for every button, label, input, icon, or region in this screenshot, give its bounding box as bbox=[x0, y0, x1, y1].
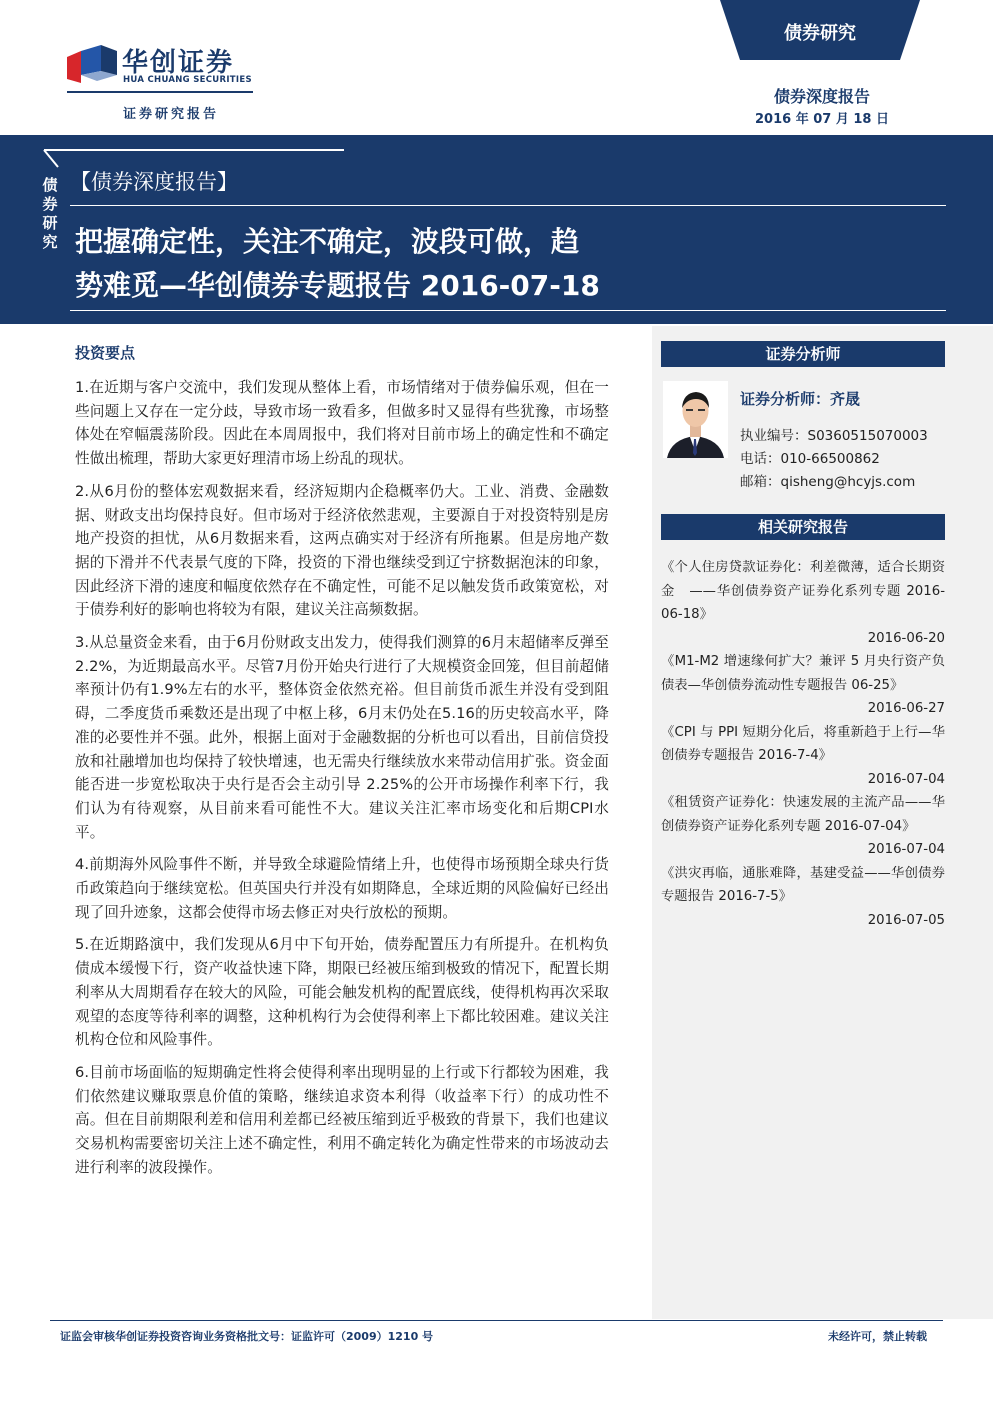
hua-chuang-logo-icon bbox=[67, 45, 117, 85]
banner-rule-bottom bbox=[70, 310, 946, 311]
logo-english-name: HUA CHUANG SECURITIES bbox=[123, 75, 252, 85]
banner-rule-middle bbox=[70, 205, 946, 206]
related-reports-header: 相关研究报告 bbox=[661, 514, 945, 540]
related-report-title: 《租赁资产证券化：快速发展的主流产品——华创债券资产证券化系列专题 2016-07-04》 bbox=[661, 795, 945, 834]
logo-subtitle: 证券研究报告 bbox=[123, 107, 220, 122]
analyst-license: 执业编号：S0360515070003 bbox=[740, 428, 928, 444]
banner-vertical-label: 债 券 研 究 bbox=[42, 176, 58, 251]
section-title: 投资要点 bbox=[75, 344, 136, 362]
key-point-paragraph: 6.目前市场面临的短期确定性将会使得利率出现明显的上行或下行都较为困难，我们依然建议赚取票息价值的策略，继续追求资本利得（收益率下行）的成功性不高。但在目前期限利差和信用利差都已经被压缩到近乎极致的背景下，我们也建议交易机构需要密切关注上述不确定性，利用不确定转化为确定性带来的市场波动去进行利率的波段操作。 bbox=[75, 1063, 609, 1176]
related-report-date: 2016-07-05 bbox=[867, 912, 945, 928]
related-report-item[interactable] bbox=[661, 721, 945, 792]
related-report-date: 2016-06-20 bbox=[867, 630, 945, 646]
related-report-title: 《个人住房贷款证券化：利差微薄，适合长期资金 ——华创债券资产证券化系列专题 2016-06-18》 bbox=[661, 560, 945, 622]
related-report-title: 《洪灾再临，通胀难降，基建受益——华创债券专题报告 2016-7-5》 bbox=[661, 865, 945, 904]
related-report-title: 《CPI 与 PPI 短期分化后，将重新趋于上行—华创债券专题报告 2016-7-4》 bbox=[661, 724, 945, 763]
logo-chinese-name: 华创证券 bbox=[122, 48, 235, 78]
page-title-line-1: 把握确定性，关注不确定，波段可做，趋 bbox=[75, 225, 580, 258]
main-body bbox=[75, 376, 609, 1189]
related-reports-list bbox=[661, 556, 945, 932]
key-point-paragraph: 4.前期海外风险事件不断，并导致全球避险情绪上升，也使得市场预期全球央行货币政策趋向于继续宽松。但英国央行并没有如期降息，全球近期的风险偏好已经出现了回升迹象，这都会使得市场去修正对央行放松的预期。 bbox=[75, 856, 609, 921]
key-point-paragraph: 2.从6月份的整体宏观数据来看，经济短期内企稳概率仍大。工业、消费、金融数据、财政支出均保持良好。但市场对于经济依然悲观，主要源自于对投资特别是房地产投资的担忧，从6月数据来看，这两点确实对于经济有所拖累。但是房地产数据的下滑并不代表景气度的下降，投资的下滑也继续受到辽宁挤数据泡沫的印象，因此经济下滑的速度和幅度依然存在不确定性，可能不足以触发货币政策宽松，对于债券利好的影响也将较为有限，建议关注高频数据。 bbox=[75, 482, 609, 619]
footer-notice: 未经许可，禁止转载 bbox=[828, 1330, 927, 1343]
related-report-date: 2016-06-27 bbox=[867, 701, 945, 716]
top-tab-label: 债券研究 bbox=[784, 23, 856, 44]
analyst-phone: 电话：010-66500862 bbox=[740, 451, 880, 467]
banner-tag: 【债券深度报告】 bbox=[70, 170, 238, 194]
footer-rule bbox=[50, 1320, 943, 1321]
page-title bbox=[75, 220, 635, 308]
related-report-date: 2016-07-04 bbox=[867, 842, 945, 857]
key-point-paragraph: 3.从总量资金来看，由于6月份财政支出发力，使得我们测算的6月末超储率反弹至2.2%，为近期最高水平。尽管7月份开始央行进行了大规模资金回笼，但目前超储率预计仍有1.9%左右的水平，整体资金依然充裕。但目前货币派生并没有受到阻碍，二季度货币乘数还是出现了中枢上移，6月末仍处在5.16的历史较高水平，降准的必要性并不强。此外，根据上面对于金融数据的分析也可以看出，目前信贷投放和社融增加也均保持了较快增速，也无需央行继续放水来带动信用扩张。资金面能否进一步宽松取决于央行是否会主动引导 2.25%的公开市场操作利率下行，我们认为有待观察，从目前来看可能性不大。建议关注汇率市场变化和后期CPI水平。 bbox=[75, 634, 609, 841]
key-point-paragraph: 5.在近期路演中，我们发现从6月中下旬开始，债券配置压力有所提升。在机构负债成本缓慢下行，资产收益快速下降，期限已经被压缩到极致的情况下，配置长期利率从大周期看存在较大的风险，可能会触发机构的配置底线，使得机构再次采取观望的态度等待利率的调整，这种机构行为会使得利率上下都比较困难。建议关注机构仓位和风险事件。 bbox=[75, 936, 609, 1049]
related-report-item[interactable] bbox=[661, 556, 945, 650]
report-type: 债券深度报告 bbox=[773, 87, 870, 106]
banner-rule-top bbox=[44, 149, 344, 151]
analyst-photo bbox=[663, 381, 728, 458]
logo-divider bbox=[67, 91, 253, 93]
related-report-item[interactable] bbox=[661, 650, 945, 721]
analyst-name: 证券分析师：齐晟 bbox=[740, 390, 861, 408]
related-report-title: 《M1-M2 增速缘何扩大？兼评 5 月央行资产负债表—华创债券流动性专题报告 06-25》 bbox=[661, 654, 945, 693]
key-point-paragraph: 1.在近期与客户交流中，我们发现从整体上看，市场情绪对于债券偏乐观，但在一些问题上又存在一定分歧，导致市场一致看多，但做多时又显得有些犹豫，市场整体处在窄幅震荡阶段。因此在本周周报中，我们将对目前市场上的确定性和不确定性做出梳理，帮助大家更好理清市场上纷乱的现状。 bbox=[75, 379, 609, 468]
report-date: 2016 年 07 月 18 日 bbox=[755, 112, 889, 127]
related-report-item[interactable] bbox=[661, 791, 945, 862]
banner-corner-mark bbox=[40, 149, 62, 171]
page-title-line-2: 势难觅—华创债券专题报告 2016-07-18 bbox=[75, 269, 600, 302]
related-report-item[interactable] bbox=[661, 862, 945, 933]
related-report-date: 2016-07-04 bbox=[867, 771, 945, 787]
analyst-email[interactable]: 邮箱：qisheng@hcyjs.com bbox=[740, 474, 916, 490]
analyst-section-header: 证券分析师 bbox=[661, 341, 945, 367]
footer-license: 证监会审核华创证券投资咨询业务资格批文号：证监许可（2009）1210 号 bbox=[60, 1330, 434, 1343]
